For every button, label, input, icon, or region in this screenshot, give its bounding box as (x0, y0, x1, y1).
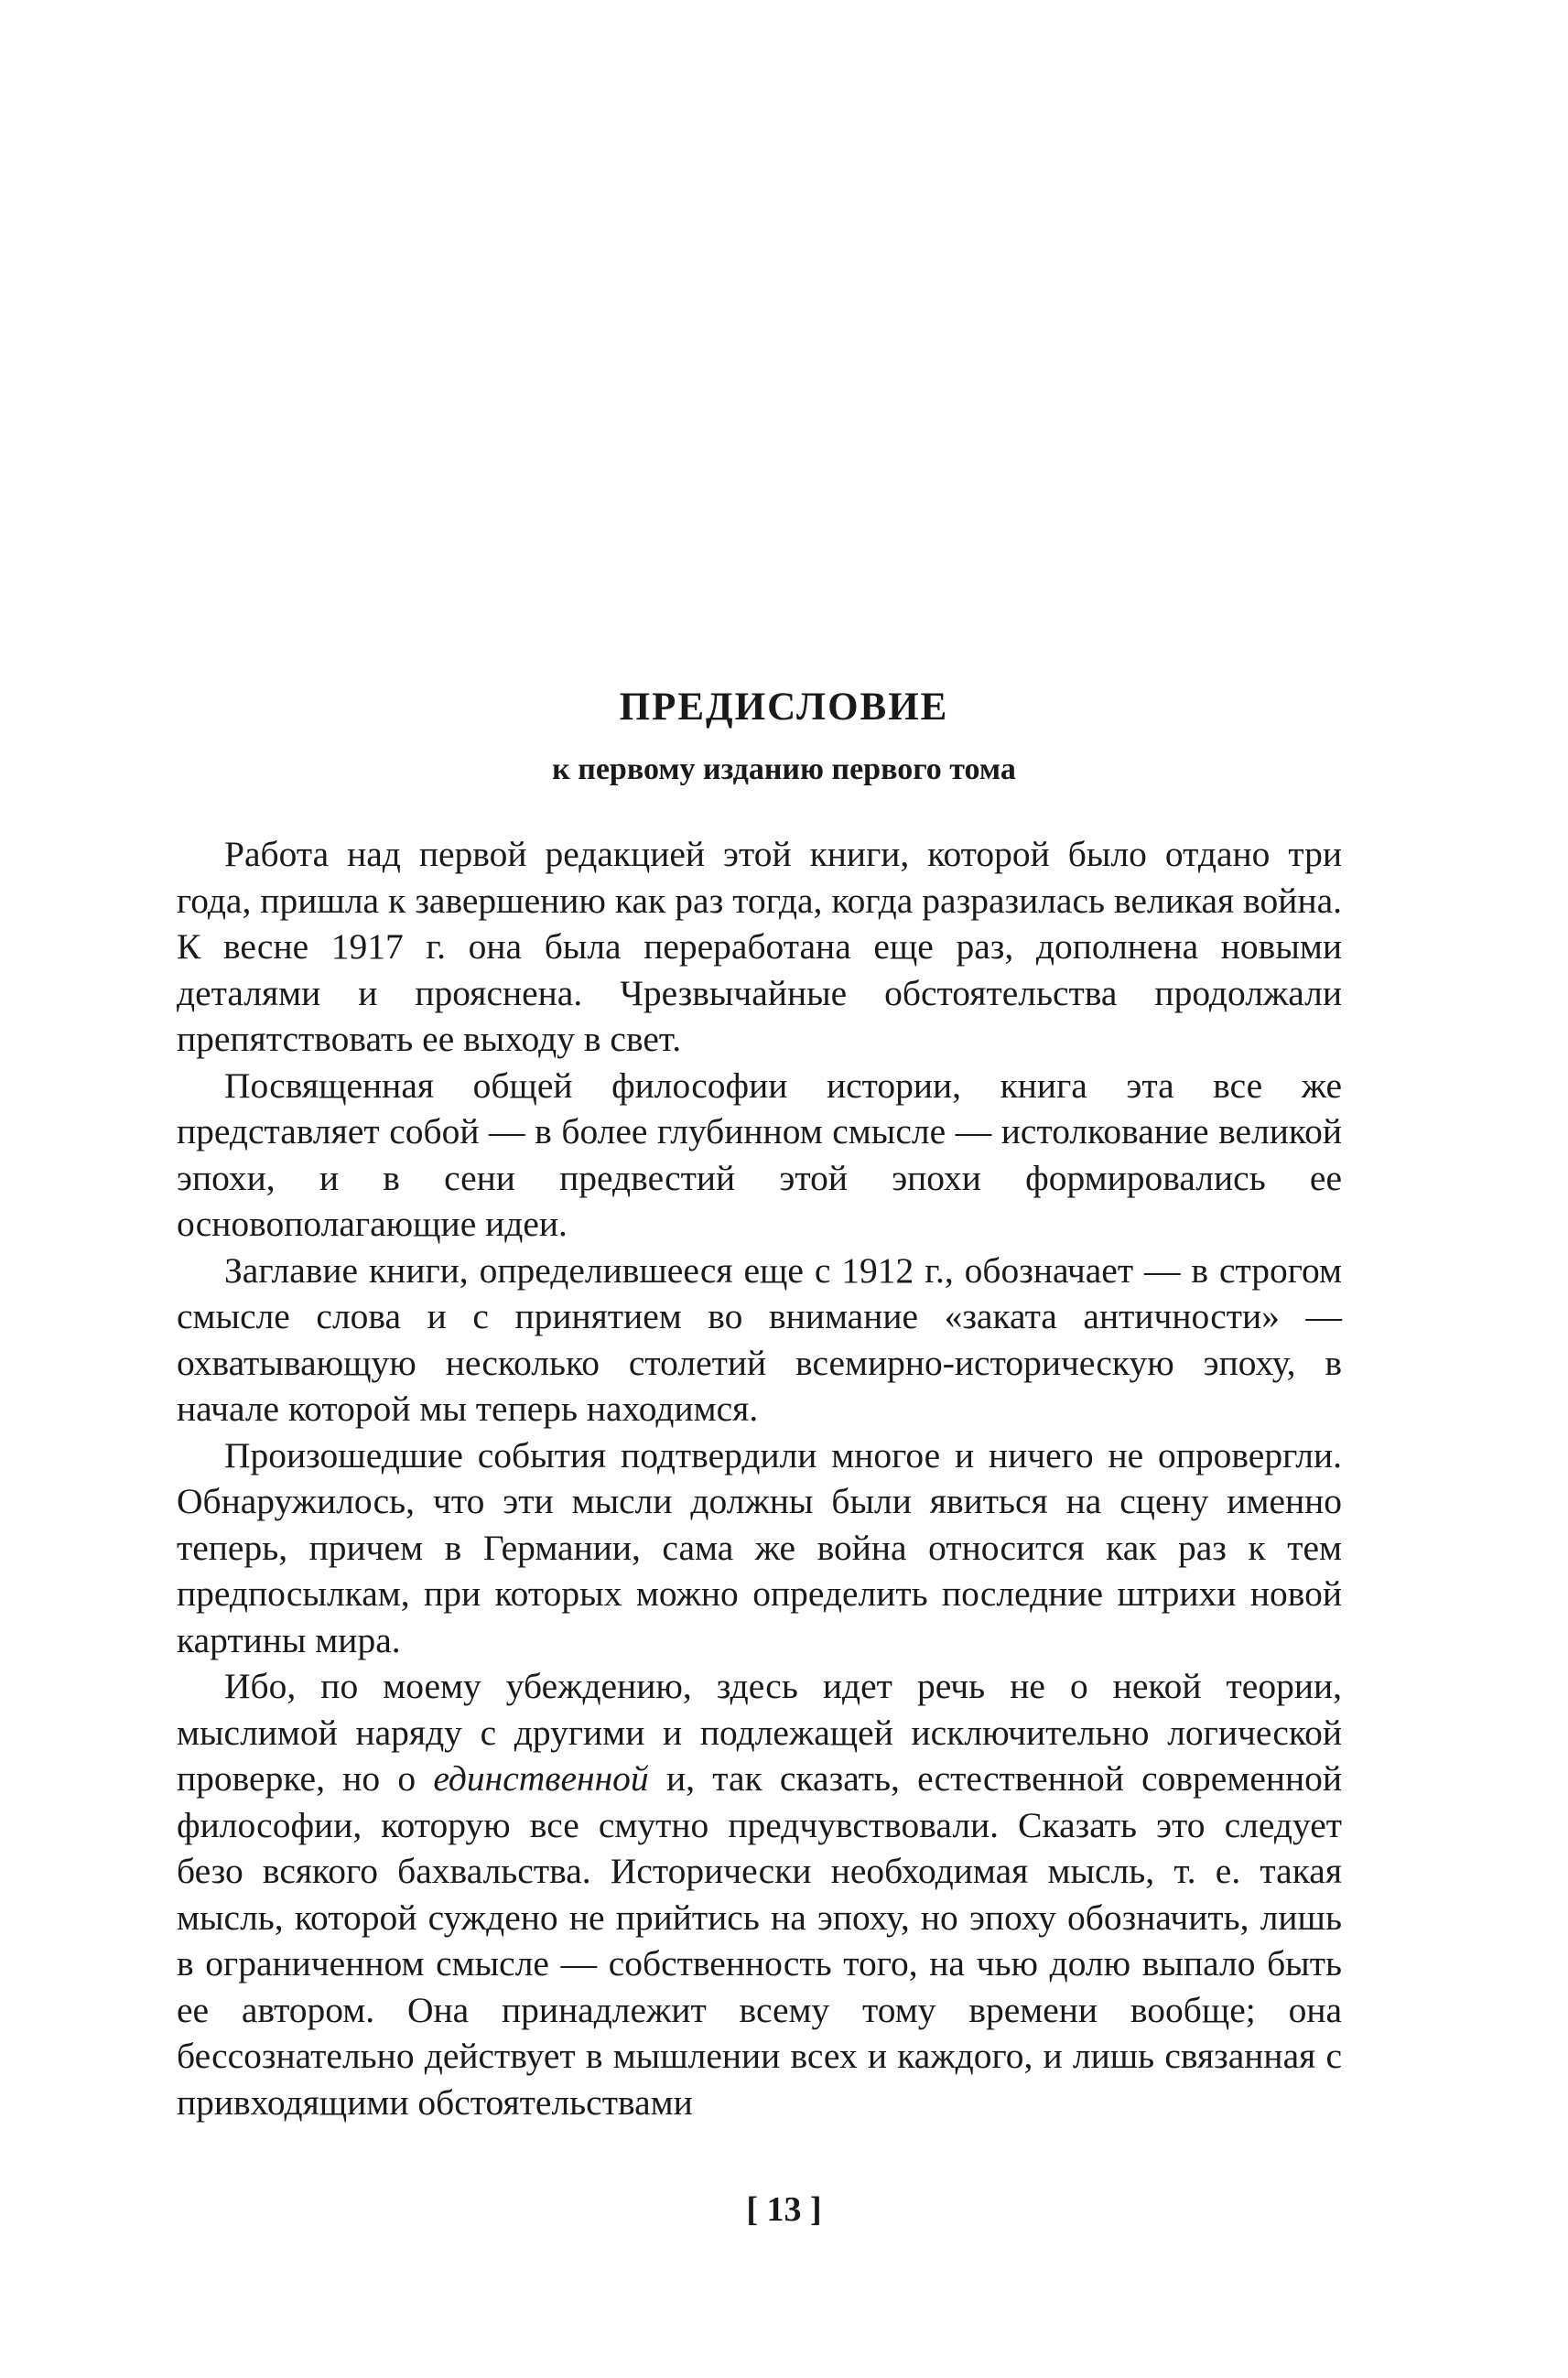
paragraph-5-part-1: Ибо, по моему убеждению, здесь идет речь не о некой теории, мыслимой наряду с другими и подлежащей исключительно логической проверке, но о (177, 1666, 1342, 1799)
page-number: [ 13 ] (746, 2190, 822, 2229)
chapter-title: ПРЕДИСЛОВИЕ (619, 686, 949, 729)
paragraph-4: Произошедшие события подтвердили многое и ничего не опровергли. Обнаружилось, что эти мысли должны были явиться на сцену именно теперь, причем в Германии, сама же война относится как раз к тем предпосылкам, при которых можно определить последние штрихи новой картины мира. (177, 1434, 1342, 1660)
paragraph-1: Работа над первой редакцией этой книги, которой было отдано три года, пришла к завершению как раз тогда, когда разразилась великая война. К весне 1917 г. она была переработана еще раз, дополнена новыми деталями и прояснена. Чрезвычайные обстоятельства продолжали препятствовать ее выходу в свет. (177, 834, 1342, 1059)
body-text (177, 831, 1342, 2125)
paragraph-5 (177, 1663, 1342, 2125)
emphasized-word: единственной (433, 1758, 649, 1799)
chapter-subtitle: к первому изданию первого тома (552, 752, 1016, 786)
paragraph-3: Заглавие книги, определившееся еще с 1912 г., обозначает — в строгом смысле слова и с принятием во внимание «заката античности» — охватывающую несколько столетий всемирно-историческую эпоху, в начале которой мы теперь находимся. (177, 1249, 1342, 1429)
paragraph-5-part-2: и, так сказать, естественной современной философии, которую все смутно предчувствовали. Сказать это следует безо всякого бахвальства. Исторически необходимая мысль, т. е. такая мысль, которой суждено не прийтись на эпоху, но эпоху обозначить, лишь в ограниченном смысле — собственность того, на чью долю выпало быть ее автором. Она принадлежит всему тому времени вообще; она бессознательно действует в мышлении всех и каждого, и лишь связанная с привходящими обстоятельствами (177, 1758, 1343, 2123)
paragraph-2: Посвященная общей философии истории, книга эта все же представляет собой — в более глубинном смысле — истолкование великой эпохи, и в сени предвестий этой эпохи формировались ее основополагающие идеи. (177, 1065, 1342, 1244)
